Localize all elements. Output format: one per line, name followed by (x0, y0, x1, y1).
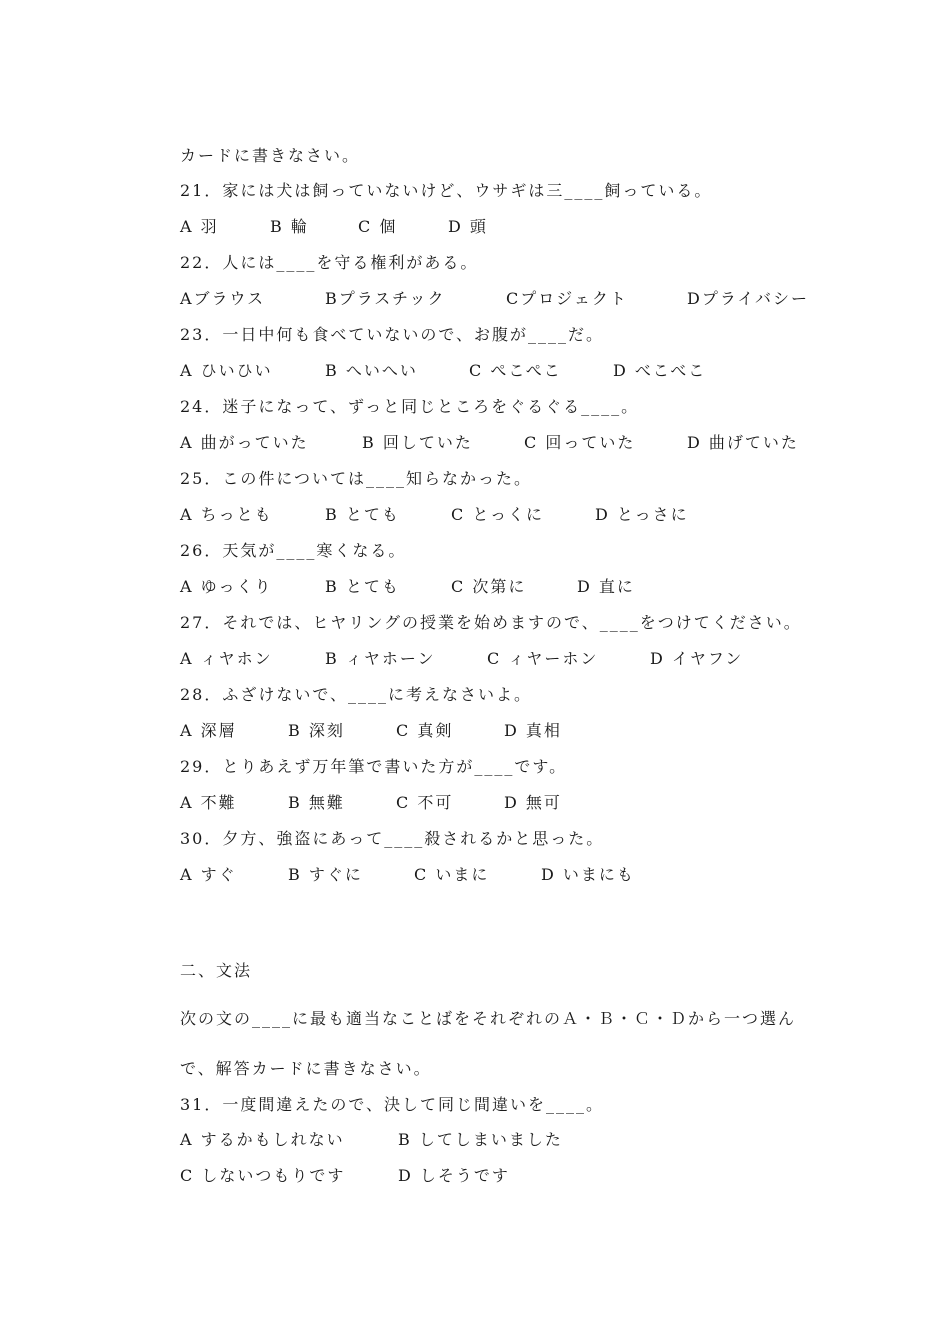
option-d: D 曲げていた (687, 433, 799, 452)
question-29: 29．とりあえず万年筆で書いた方が____です。 (180, 757, 568, 776)
option-c: C 不可 (396, 793, 454, 812)
option-d: D 頭 (448, 217, 488, 236)
question-25: 25．この件については____知らなかった。 (180, 469, 533, 488)
option-a: A ちっとも (180, 505, 273, 524)
option-d: D べこべこ (613, 361, 707, 380)
option-d: D 真相 (504, 721, 562, 740)
option-b: B とても (325, 577, 400, 596)
option-a: A 不難 (180, 793, 237, 812)
section-heading-grammar: 二、文法 (180, 961, 253, 980)
option-b: B 輪 (270, 217, 309, 236)
option-a: A ィヤホン (180, 649, 273, 668)
option-b: Bプラスチック (325, 289, 446, 308)
option-b: B へいへい (325, 361, 418, 380)
option-d: D 無可 (504, 793, 562, 812)
option-c: C ィヤーホン (487, 649, 599, 668)
option-d: D 直に (577, 577, 635, 596)
option-c: C 真剣 (396, 721, 454, 740)
option-d: D しそうです (398, 1166, 510, 1185)
option-d: D イヤフン (650, 649, 744, 668)
option-d: D いまにも (541, 865, 635, 884)
question-22: 22．人には____を守る権利がある。 (180, 253, 479, 272)
option-a: A ひいひい (180, 361, 273, 380)
option-a: A 曲がっていた (180, 433, 309, 452)
option-c: C とっくに (451, 505, 545, 524)
grammar-instruction-line-1: 次の文の____に最も適当なことばをそれぞれのＡ・Ｂ・Ｃ・Ｄから一つ選ん (180, 1009, 797, 1028)
option-c: C しないつもりです (180, 1166, 346, 1185)
option-b: B 深刻 (288, 721, 345, 740)
option-c: C 個 (358, 217, 398, 236)
option-b: B してしまいました (398, 1130, 563, 1149)
text-line-card-instruction: カードに書きなさい。 (180, 146, 361, 165)
question-27: 27．それでは、ヒヤリングの授業を始めますので、____をつけてください。 (180, 613, 802, 632)
option-b: B 回していた (362, 433, 473, 452)
option-c: C 次第に (451, 577, 527, 596)
option-a: A するかもしれない (180, 1130, 345, 1149)
option-c: Cプロジェクト (506, 289, 628, 308)
option-a: A 羽 (180, 217, 219, 236)
option-a: A すぐ (180, 865, 237, 884)
option-c: C ぺこぺこ (469, 361, 562, 380)
question-23: 23．一日中何も食べていないので、お腹が____だ。 (180, 325, 605, 344)
question-28: 28．ふざけないで、____に考えなさいよ。 (180, 685, 533, 704)
option-b: B すぐに (288, 865, 363, 884)
option-d: D とっさに (595, 505, 689, 524)
option-d: Dプライバシー (687, 289, 810, 308)
option-b: B とても (325, 505, 400, 524)
question-30: 30．夕方、強盗にあって____殺されるかと思った。 (180, 829, 605, 848)
option-b: B ィヤホーン (325, 649, 436, 668)
option-a: A 深層 (180, 721, 237, 740)
grammar-instruction-line-2: で、解答カードに書きなさい。 (180, 1059, 432, 1078)
question-26: 26．天気が____寒くなる。 (180, 541, 407, 560)
option-b: B 無難 (288, 793, 345, 812)
option-a: Aブラウス (180, 289, 266, 308)
question-24: 24．迷子になって、ずっと同じところをぐるぐる____。 (180, 397, 640, 416)
option-c: C いまに (414, 865, 490, 884)
option-c: C 回っていた (524, 433, 636, 452)
question-21: 21．家には犬は飼っていないけど、ウサギは三____飼っている。 (180, 181, 713, 200)
question-31: 31．一度間違えたので、決して同じ間違いを____。 (180, 1095, 605, 1114)
option-a: A ゆっくり (180, 577, 273, 596)
